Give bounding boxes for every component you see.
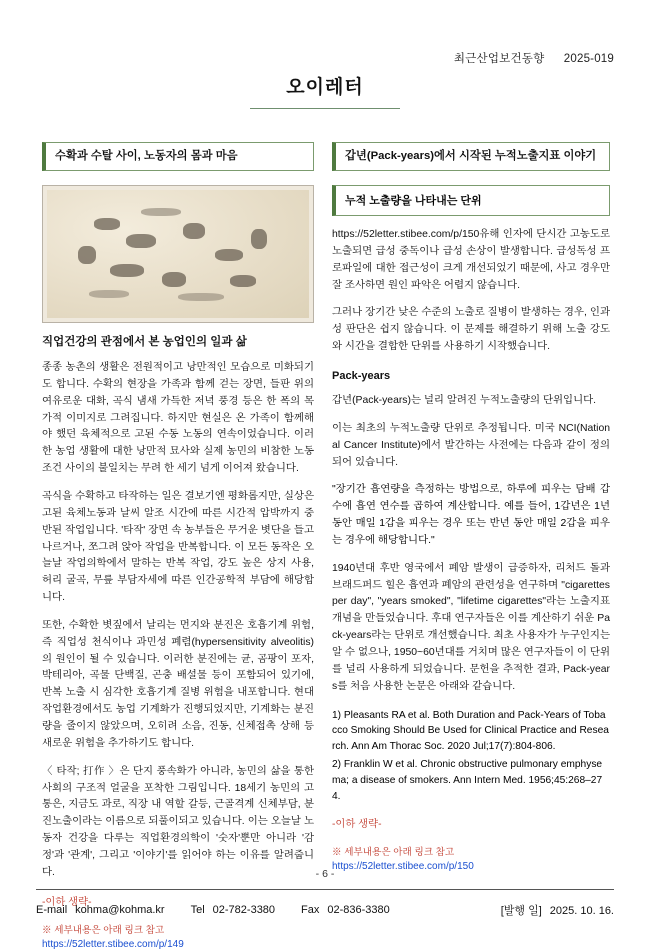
page-title: 오이레터	[286, 77, 364, 98]
right-paragraph-4: 이는 최초의 누적노출량 단위로 추정됩니다. 미국 NCI(National Cancer Institute)에서 발간하는 사전에는 다음과 같이 정의되어 있습니다.	[332, 422, 610, 468]
right-paragraph-3: 갑년(Pack-years)는 널리 알려진 누적노출량의 단위입니다.	[332, 395, 597, 407]
footer-divider	[36, 889, 614, 890]
publication-name: 최근산업보건동향	[453, 53, 545, 65]
left-paragraph-4: 〈 타작; 打作 〉은 단지 풍속화가 아니라, 농민의 삶을 통한 사회의 구조적 얼굴을 포착한 그림입니다. 18세기 농민의 고통은, 지금도 과로, 직장 내 역할 갈등, 근골격계 신체부담, 분진노출이라는 이름으로 되풀이되고 있습니다. 이는 오늘날 노동자 건강을 다루는 직업환경의학이 '숫자'뿐만 아니라 '감정'과 '관계', 그리고 '이야기'를 읽어야 하는 이유를 알려줍니다.	[42, 765, 314, 878]
right-paragraph-1: https://52letter.stibee.com/p/150유해 인자에 단시간 고농도로 노출되면 급성 중독이나 급성 손상이 발생합니다. 급성독성 프로파일에 대한 접근성이 크게 개선되었기 때문에, 사고 경우만 잘 조사하면 원인 파악은 어렵지 않습니다.	[332, 229, 610, 291]
right-paragraph-2: 그러나 장기간 낮은 수준의 노출로 질병이 발생하는 경우, 인과성 판단은 쉽지 않습니다. 이 문제를 해결하기 위해 노출 강도와 시간을 결합한 단위를 사용하기 시작했습니다.	[332, 307, 610, 353]
left-paragraph-1: 종종 농촌의 생활은 전원적이고 낭만적인 모습으로 미화되기도 합니다. 수확의 현장을 가족과 함께 걷는 장면, 들판 위의 여유로운 대화, 곡식 냄새 가득한 저녁 풍경 등은 한 폭의 목가적 이미지로 그려집니다. 하지만 현실은 온 가족이 함께해야 했던 육체적으로 고된 수동 노동의 연속이었습니다. 이러한 농업 생활에 대한 낭만적 묘사와 실제 농민의 비참한 노동 조건 사이의 불일치는 무려 한 세기 넘게 이어져 왔습니다.	[42, 362, 314, 475]
publish-label: [발행 일]	[500, 905, 542, 917]
right-more-label: -이하 생략-	[332, 819, 382, 831]
tel-label: Tel	[190, 904, 205, 916]
fax-value: 02-836-3380	[327, 904, 390, 916]
email-value[interactable]: kohma@kohma.kr	[75, 904, 165, 916]
document-footer	[36, 902, 614, 918]
left-note-link[interactable]: https://52letter.stibee.com/p/149	[42, 938, 184, 950]
left-section-heading: 수확과 수탈 사이, 노동자의 몸과 마음	[42, 142, 314, 171]
reference-1: 1) Pleasants RA et al. Both Duration and Pack-Years of Tobacco Smoking Should Be Used for Clinical Practice and Research. Ann Am Thorac Soc. 2020 Jul;17(7):804-806.	[332, 709, 609, 753]
masthead-divider	[250, 108, 400, 109]
email-label: E-mail	[36, 904, 68, 916]
right-subsection-box: 누적 노출량을 나타내는 단위	[332, 185, 610, 216]
footer-fax	[301, 904, 390, 916]
right-paragraph-5: 1940년대 후반 영국에서 폐암 발생이 급증하자, 리처드 돌과 브래드퍼드 힐은 흡연과 폐암의 관련성을 연구하며 "cigarettes per day", "years smoked", "lifetime cigarettes"라는 노출지표 개념을 만들었습니다. 후대 연구자들은 이를 계산하기 쉬운 Pack-years라는 단위로 개선했습니다. 최초 사용자가 누구인지는 알 수 없으나, 1950~60년대를 거치며 많은 연구자들이 이 단위를 널리 사용하게 되었습니다. 문헌을 추적한 결과, Pack-years를 처음 사용한 논문은 아래와 같습니다.	[332, 562, 610, 692]
page-number: - 6 -	[315, 868, 335, 880]
document-header	[454, 50, 614, 66]
right-subtitle-packyears: Pack-years	[332, 370, 391, 383]
left-paragraph-3: 또한, 수확한 볏짚에서 날리는 먼지와 분진은 호흡기계 위험, 즉 직업성 천식이나 과민성 폐렴(hypersensitivity alveolitis)의 원인이 될 수 있습니다. 이러한 분진에는 균, 곰팡이 포자, 박테리아, 곡물 단백질, 곤충 배설물 등이 포함되어 있기에, 반복 노출 시 심각한 호흡기계 질병 위험을 내포합니다. 현대 작업환경에서도 농업 기계화가 진행되었지만, 기계화는 분진량을 줄이지 않았으며, 오히려 소음, 진동, 신체접촉 상해 등 새로운 위험을 추가하기도 합니다.	[42, 619, 314, 749]
footer-email	[36, 904, 165, 916]
left-note-reference: ※ 세부내용은 아래 링크 참고	[42, 924, 165, 936]
issue-number: 2025-019	[563, 53, 614, 65]
publish-value: 2025. 10. 16.	[549, 905, 614, 917]
left-paragraph-2: 곡식을 수확하고 타작하는 일은 결보기엔 평화롭지만, 실상은 고된 육체노동과 날씨 알조 시간에 따른 시간적 압박까지 중반된 작업입니다. '타작' 장면 속 농부들은 무거운 볏단을 들고 나르거나, 쪼그려 앉아 작업을 반복합니다. 이 모든 동작은 오늘날 작업의학에서 말하는 반복 작업, 강도 높은 상지 사용, 허리 굴곡, 무릎 부담자세에 따른 인간공학적 부담에 해당합니다.	[42, 491, 314, 604]
figure-caption: 직업건강의 관점에서 본 농업인의 일과 삶	[42, 336, 247, 349]
right-note-link[interactable]: https://52letter.stibee.com/p/150	[332, 861, 474, 873]
footer-publish-date	[501, 902, 614, 918]
article-columns	[42, 142, 610, 950]
left-column	[42, 142, 314, 950]
tel-value: 02-782-3380	[212, 904, 276, 916]
footer-tel	[191, 904, 275, 916]
fax-label: Fax	[301, 904, 320, 916]
painting-figure	[42, 185, 314, 323]
masthead	[0, 72, 650, 109]
figure-canvas	[47, 190, 309, 318]
right-quote: "장기간 흡연량을 측정하는 방법으로, 하루에 피우는 담배 갑 수에 흡연 연수를 곱하여 계산합니다. 예를 들어, 1갑년은 1년 동안 매일 1갑을 피우는 경우 또는 반년 동안 매일 2갑을 피우는 경우에 해당합니다."	[332, 484, 610, 546]
right-note-reference: ※ 세부내용은 아래 링크 참고	[332, 847, 455, 859]
right-column	[332, 142, 610, 950]
right-section-heading: 갑년(Pack-years)에서 시작된 누적노출지표 이야기	[332, 142, 610, 171]
left-more-label: -이하 생략-	[42, 896, 92, 908]
reference-2: 2) Franklin W et al. Chronic obstructive pulmonary emphysema; a disease of smokers. Ann Intern Med. 1956;45:268–274.	[332, 758, 603, 802]
